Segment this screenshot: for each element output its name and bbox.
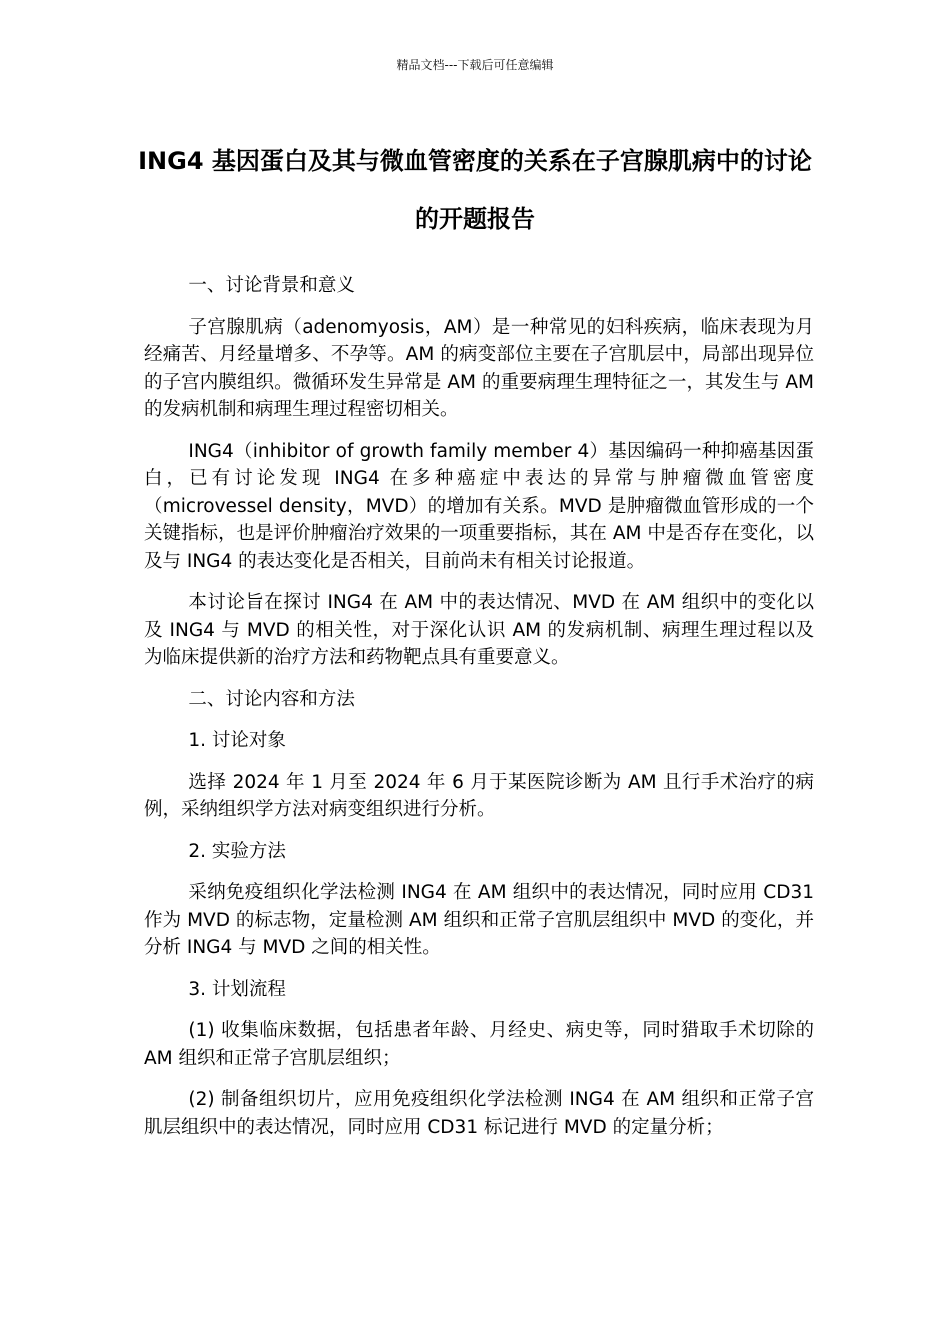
plan-step-1: (1) 收集临床数据，包括患者年龄、月经史、病史等，同时猎取手术切除的 AM 组织和正常子宫肌层组织； <box>144 1020 814 1069</box>
paragraph-subjects: 选择 2024 年 1 月至 2024 年 6 月于某医院诊断为 AM 且行手术治疗的病例，采纳组织学方法对病变组织进行分析。 <box>144 771 814 820</box>
paragraph-ing4-intro: ING4（inhibitor of growth family member 4）基因编码一种抑癌基因蛋白，已有讨论发现 ING4 在多种癌症中表达的异常与肿瘤微血管密度（microvessel density，MVD）的增加有关系。MVD 是肿瘤微血管形成的一个关键指标，也是评价肿瘤治疗效果的一项重要指标，其在 AM 中是否存在变化，以及与 ING4 的表达变化是否相关，目前尚未有相关讨论报道。 <box>144 440 814 572</box>
section-heading-background: 一、讨论背景和意义 <box>188 275 355 296</box>
subheading-plan-process: 3. 计划流程 <box>188 978 286 1000</box>
section-heading-methods: 二、讨论内容和方法 <box>188 688 355 710</box>
paragraph-study-aim: 本讨论旨在探讨 ING4 在 AM 中的表达情况、MVD 在 AM 组织中的变化以及 ING4 与 MVD 的相关性，对于深化认识 AM 的发病机制、病理生理过程以及为临床提供新的治疗方法和药物靶点具有重要意义。 <box>144 592 814 668</box>
paragraph-experimental-methods: 采纳免疫组织化学法检测 ING4 在 AM 组织中的表达情况，同时应用 CD31 作为 MVD 的标志物，定量检测 AM 组织和正常子宫肌层组织中 MVD 的变化，并分析 ING4 与 MVD 之间的相关性。 <box>144 882 814 958</box>
document-title: ING4 基因蛋白及其与微血管密度的关系在子宫腺肌病中的讨论的开题报告 <box>138 147 812 233</box>
paragraph-am-intro: 子宫腺肌病（adenomyosis，AM）是一种常见的妇科疾病，临床表现为月经痛苦、月经量增多、不孕等。AM 的病变部位主要在子宫肌层中，局部出现异位的子宫内膜组织。微循环发生异常是 AM 的重要病理生理特征之一，其发生与 AM 的发病机制和病理生理过程密切相关。 <box>144 316 814 420</box>
header-note: 精品文档---下载后可任意编辑 <box>396 58 554 72</box>
subheading-subjects: 1. 讨论对象 <box>188 730 286 751</box>
subheading-experimental-methods: 2. 实验方法 <box>188 840 286 862</box>
document-body <box>144 272 814 1155</box>
plan-step-2: (2) 制备组织切片，应用免疫组织化学法检测 ING4 在 AM 组织和正常子宫肌层组织中的表达情况，同时应用 CD31 标记进行 MVD 的定量分析； <box>144 1089 814 1138</box>
